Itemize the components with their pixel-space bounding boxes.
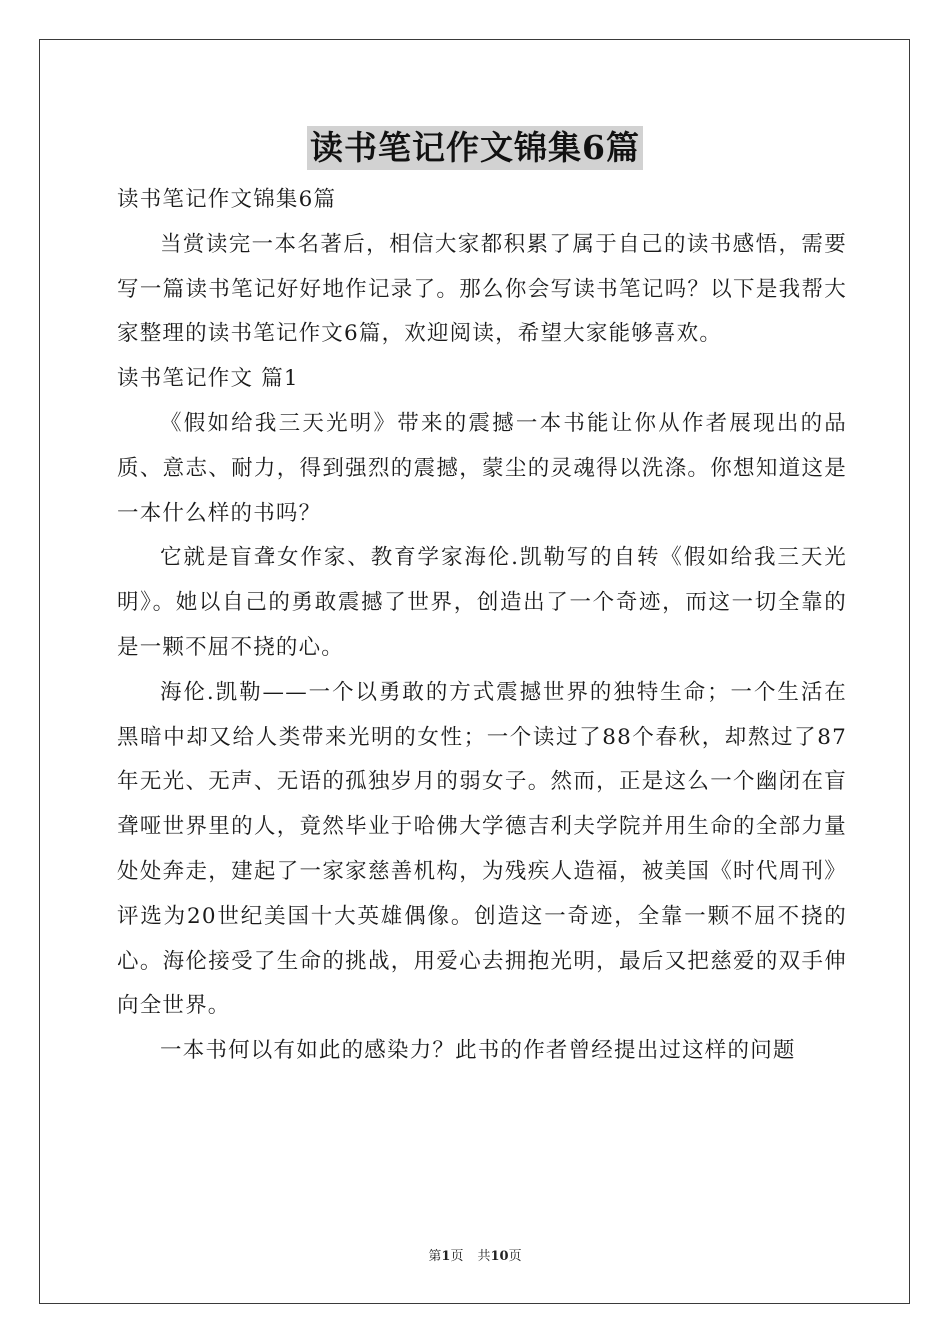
page-footer bbox=[0, 1245, 950, 1264]
page-number: 第1页 bbox=[428, 1249, 464, 1264]
section-heading: 读书笔记作文 篇1 bbox=[117, 366, 299, 392]
document-body bbox=[117, 178, 847, 1074]
paragraph: 《假如给我三天光明》带来的震撼一本书能让你从作者展现出的品质、意志、耐力，得到强烈的震撼，蒙尘的灵魂得以洗涤。你想知道这是一本什么样的书吗？ bbox=[117, 410, 847, 526]
document-title: 读书笔记作文锦集6篇 bbox=[307, 126, 643, 170]
paragraph: 它就是盲聋女作家、教育学家海伦.凯勒写的自转《假如给我三天光明》。她以自己的勇敢震撼了世界，创造出了一个奇迹，而这一切全靠的是一颗不屈不挠的心。 bbox=[117, 545, 847, 660]
paragraph: 读书笔记作文锦集6篇 bbox=[117, 187, 337, 212]
paragraph: 海伦.凯勒——一个以勇敢的方式震撼世界的独特生命；一个生活在黑暗中却又给人类带来光明的女性；一个读过了88个春秋，却熬过了87年无光、无声、无语的孤独岁月的弱女子。然而，正是这么一个幽闭在盲聋哑世界里的人，竟然毕业于哈佛大学德吉利夫学院并用生命的全部力量处处奔走，建起了一家家慈善机构，为残疾人造福，被美国《时代周刊》评选为20世纪美国十大英雄偶像。创造这一奇迹，全靠一颗不屈不挠的心。海伦接受了生命的挑战，用爱心去拥抱光明，最后又把慈爱的双手伸向全世界。 bbox=[117, 679, 847, 1019]
paragraph: 当赏读完一本名著后，相信大家都积累了属于自己的读书感悟，需要写一篇读书笔记好好地作记录了。那么你会写读书笔记吗？以下是我帮大家整理的读书笔记作文6篇，欢迎阅读，希望大家能够喜欢。 bbox=[117, 231, 847, 347]
title-container bbox=[0, 126, 950, 170]
paragraph: 一本书何以有如此的感染力？此书的作者曾经提出过这样的问题 bbox=[160, 1038, 796, 1064]
page-total: 共10页 bbox=[477, 1249, 522, 1264]
